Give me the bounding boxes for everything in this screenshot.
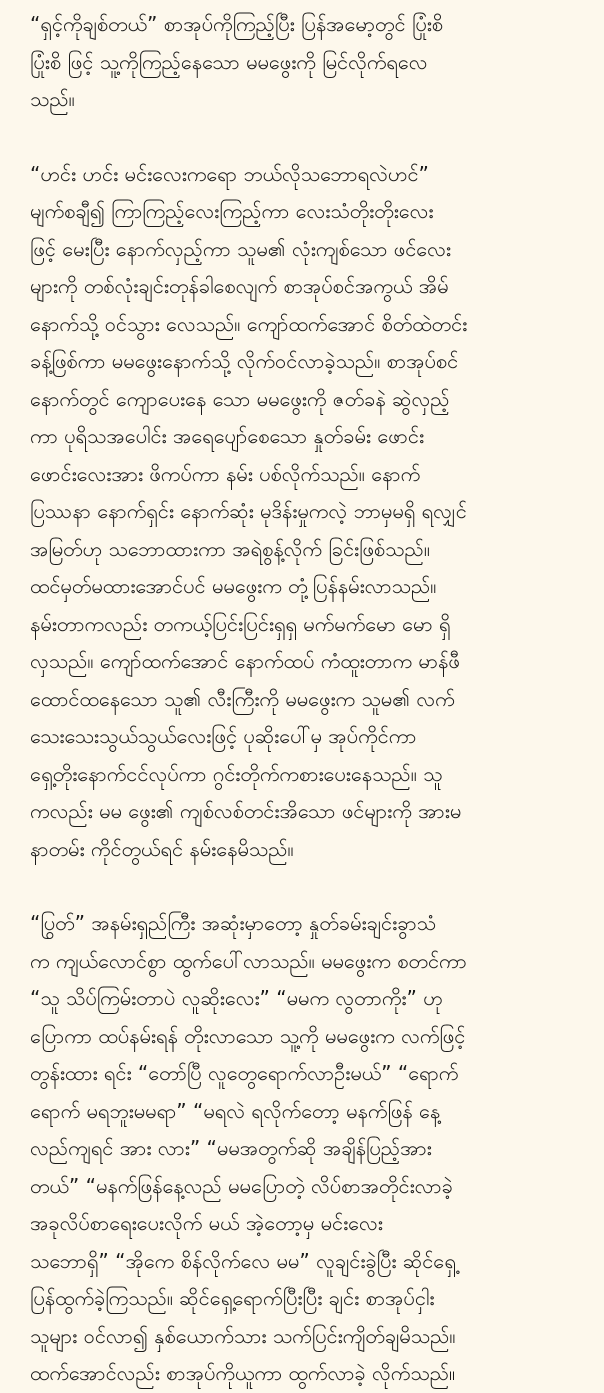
text-line: “သူ သိပ်ကြမ်းတာပဲ လူဆိုးလေး” “မမက လွတာကိုး” ဟု bbox=[30, 986, 443, 1010]
text-line: အခုလိပ်စာရေးပေးလိုက် မယ် အဲ့တော့မှ မင်းလေး bbox=[30, 1211, 383, 1235]
paragraph-gap bbox=[30, 119, 582, 156]
text-line: ဖြင့် မေးပြီး နောက်လှည့်ကာ သူမ၏ လုံးကျစ်သော ဖင်လေး bbox=[30, 236, 451, 261]
story-paragraph bbox=[30, 905, 582, 1393]
text-line: “ပြွတ်” အနမ်းရှည်ကြီး အဆုံးမှာတော့ နှုတ်ခမ်းချင်းခွာသံ bbox=[30, 911, 437, 935]
text-line: လည်ကျရင် အား လား” “မမအတွက်ဆို အချိန်ပြည့်အား bbox=[30, 1136, 432, 1160]
text-line: ထက်အောင်လည်း စာအုပ်ကိုယူကာ ထွက်လာခဲ့ လိုက်သည်။ bbox=[30, 1361, 456, 1385]
text-line: များကို တစ်လုံးချင်းတုန်ခါစေလျက် စာအုပ်စင်အကွယ် အိမ် bbox=[30, 274, 449, 298]
text-line: နာတမ်း ကိုင်တွယ်ရင် နမ်းနေမိသည်။ bbox=[30, 836, 294, 861]
text-line: “ဟင်း ဟင်း မင်းလေးကရော ဘယ်လိုသဘောရလဲဟင်” bbox=[30, 161, 429, 186]
text-line: အမြတ်ဟု သဘောထားကာ အရဲစွန့်လိုက် ခြင်းဖြစ်သည်။ bbox=[30, 536, 430, 561]
text-line: သည်။ bbox=[30, 87, 75, 111]
text-line: ပြုံးစိ ဖြင့် သူ့ကိုကြည့်နေသော မမဖွေးကို မြင်လိုက်ရလေ bbox=[30, 49, 428, 74]
text-line: “ရှင့်ကိုချစ်တယ်” စာအုပ်ကိုကြည့်ပြီး ပြန်အမော့တွင် ပြုံးစိ bbox=[30, 12, 444, 36]
text-line: နမ်းတာကလည်း တကယ့်ပြင်းပြင်းရှရှ မက်မက်မော မော ရှိ bbox=[30, 611, 451, 636]
text-line: က ကျယ်လောင်စွာ ထွက်ပေါ်လာသည်။ မမဖွေးက စတင်ကာ bbox=[30, 948, 467, 973]
text-line: ကာ ပုရိသအပေါင်း အရေပျော်စေသော နှုတ်ခမ်း ဖောင်း bbox=[30, 424, 425, 448]
text-line: နောက်တွင် ကျောပေးနေ သော မမဖွေးကို ဇတ်ခနဲ ဆွဲလှည့် bbox=[30, 386, 450, 411]
text-line: နောက်သို့ ဝင်သွား လေသည်။ ကျော်ထက်အောင် စိတ်ထဲတင်း bbox=[30, 311, 468, 336]
text-line: တွန်းထား ရင်း “တော်ပြီ လူတွေရောက်လာဦးမယ်” “ရောက် bbox=[30, 1061, 459, 1085]
story-paragraph bbox=[30, 156, 582, 869]
text-line: ပြဿနာ နောက်ရှင်း နောက်ဆုံး မုဒိန်းမှုကလဲ့ ဘာမှမရှိ ရလျှင် bbox=[30, 499, 467, 523]
text-line: သဘောရှိ” “အိုကေ စိန်လိုက်လေ မမ” လူချင်းခွဲပြီး ဆိုင်ရှေ့ bbox=[30, 1248, 457, 1273]
text-line: ရှေ့တိုးနောက်ငင်လုပ်ကာ ဂွင်းတိုက်ကစားပေးနေသည်။ သူ bbox=[30, 761, 443, 786]
text-line: ရောက် မရဘူးမမရာ” “မရလဲ ရလိုက်တော့ မနက်ဖြန် နေ့ bbox=[30, 1098, 441, 1123]
story-paragraph bbox=[30, 6, 582, 119]
text-line: ဖောင်းလေးအား ဖိကပ်ကာ နမ်း ပစ်လိုက်သည်။ နောက် bbox=[30, 461, 421, 486]
text-line: လှသည်။ ကျော်ထက်အောင် နောက်ထပ် ကံထူးတာက မာန်ဖီ bbox=[30, 649, 460, 673]
text-line: ပြောကာ ထပ်နမ်းရန် တိုးလာသော သူ့ကို မမဖွေးက လက်ဖြင့် bbox=[30, 1023, 466, 1048]
text-line: တယ်” “မနက်ဖြန်နေ့လည် မမပြောတဲ့ လိပ်စာအတိုင်းလာခဲ့ bbox=[30, 1173, 453, 1198]
text-line: သူများ ဝင်လာ၍ နှစ်ယောက်သား သက်ပြင်းကျိတ်ချမိသည်။ bbox=[30, 1323, 456, 1348]
text-line: ကလည်း မမ ဖွေး၏ ကျစ်လစ်တင်းအိသော ဖင်များကို အားမ bbox=[30, 799, 462, 823]
text-line: ခန့်ဖြစ်ကာ မမဖွေးနောက်သို့ လိုက်ဝင်လာခဲ့သည်။ စာအုပ်စင် bbox=[30, 349, 459, 373]
text-line: ထောင်ထနေသော သူ၏ လီးကြီးကို မမဖွေးက သူမ၏ လက် bbox=[30, 686, 455, 711]
text-line: သေးသေးသွယ်သွယ်လေးဖြင့် ပုဆိုးပေါ်မှ အုပ်ကိုင်ကာ bbox=[30, 724, 417, 748]
text-line: ထင်မှတ်မထားအောင်ပင် မမဖွေးက တုံ့ပြန်နမ်းလာသည်။ bbox=[30, 574, 437, 598]
text-line: ပြန်ထွက်ခဲ့ကြသည်။ ဆိုင်ရှေ့ရောက်ပြီးပြီး ချင်း စာအုပ်ငှါး bbox=[30, 1286, 435, 1310]
paragraph-gap bbox=[30, 868, 582, 905]
text-line: မျက်စချီ၍ ကြာကြည့်လေးကြည့်ကာ လေးသံတိုးတိုးလေး bbox=[30, 199, 434, 223]
